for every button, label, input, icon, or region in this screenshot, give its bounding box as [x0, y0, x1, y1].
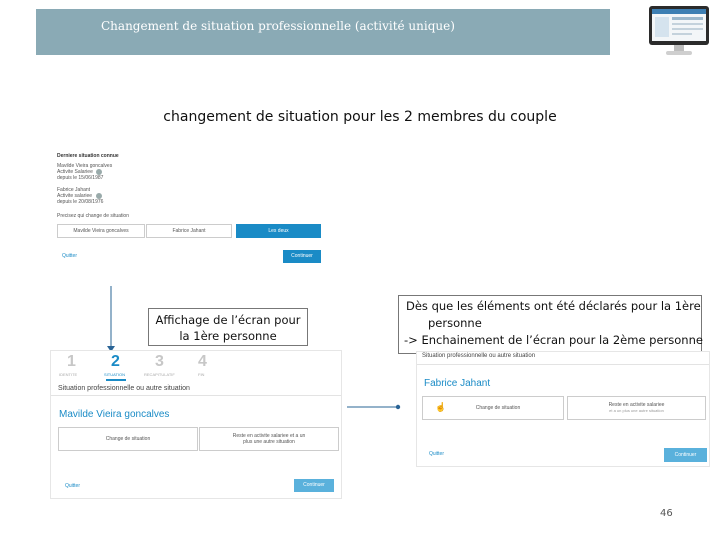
choice-person1-button[interactable]: Mavilde Vieira goncalves [57, 224, 145, 238]
screenshot-first-person [50, 350, 342, 499]
divider [417, 364, 709, 365]
continue-button[interactable]: Continuer [664, 448, 707, 462]
step-2-label: SITUATION [104, 372, 126, 377]
continue-button[interactable]: Continuer [294, 479, 334, 492]
section-title: Situation professionnelle ou autre situation [58, 385, 190, 392]
callout-line-2: personne [428, 316, 482, 330]
person2-since: depuis le 20/08/1976 [57, 199, 104, 205]
stay-employed-label: Reste en activite salariee [608, 402, 665, 408]
quit-link[interactable]: Quitter [65, 483, 81, 489]
stay-employed-label: Reste en activite salariee et a un plus une autre situation [232, 433, 306, 445]
person2-status: Activite salariee [57, 193, 93, 199]
callout-second-person [398, 295, 702, 354]
callout-first-person-text: Affichage de l’écran pour la 1ère personne [155, 313, 301, 343]
last-situation-title: Derniere situation connue [57, 153, 119, 159]
choice-person2-button[interactable]: Fabrice Jahant [146, 224, 232, 238]
quit-link[interactable]: Quitter [62, 253, 78, 259]
step-4-number: 4 [198, 353, 207, 370]
change-situation-label: Change de situation [475, 405, 521, 411]
stay-employed-button[interactable] [567, 396, 706, 420]
hand-pointer-icon: ☝ [435, 402, 447, 412]
step-4-label: FIN [198, 372, 205, 377]
question-label: Precisez qui change de situation [57, 213, 129, 219]
change-situation-label: Change de situation [105, 436, 151, 442]
change-situation-button[interactable] [422, 396, 564, 420]
callout-line-3: -> Enchainement de l’écran pour la 2ème personne [404, 333, 703, 347]
change-situation-button[interactable] [58, 427, 198, 451]
slide-heading: changement de situation pour les 2 membres du couple [163, 109, 557, 125]
person1-since: depuis le 15/06/1987 [57, 175, 104, 181]
banner-title: Changement de situation professionnelle (activité unique) [101, 19, 455, 33]
person-name: Mavilde Vieira goncalves [59, 409, 170, 420]
quit-link[interactable]: Quitter [429, 451, 445, 457]
screenshot-second-person [416, 351, 710, 467]
step-1-label: IDENTITE [59, 372, 78, 377]
step-3-label: RECAPITULATIF [144, 372, 175, 377]
stay-employed-button[interactable] [199, 427, 339, 451]
callout-first-person [148, 308, 308, 346]
person-name: Fabrice Jahant [424, 378, 491, 389]
person1-name: Mavilde Vieira goncalves [57, 163, 113, 169]
step-1-number: 1 [67, 353, 76, 370]
step-3-number: 3 [155, 353, 164, 370]
step-2-number: 2 [111, 353, 120, 370]
person1-status: Activite Salariee [57, 169, 93, 175]
divider [51, 395, 341, 396]
stay-employed-sublabel: et a un plus une autre situation [609, 408, 664, 413]
choice-both-button[interactable]: Les deux [236, 224, 321, 238]
continue-button[interactable]: Continuer [283, 250, 321, 263]
person2-name: Fabrice Jahant [57, 187, 91, 193]
callout-line-1: Dès que les éléments ont été déclarés pour la 1ère [406, 299, 701, 313]
section-title: Situation professionnelle ou autre situation [422, 353, 536, 359]
step-active-indicator [106, 379, 126, 381]
slide-number: 46 [660, 508, 673, 519]
